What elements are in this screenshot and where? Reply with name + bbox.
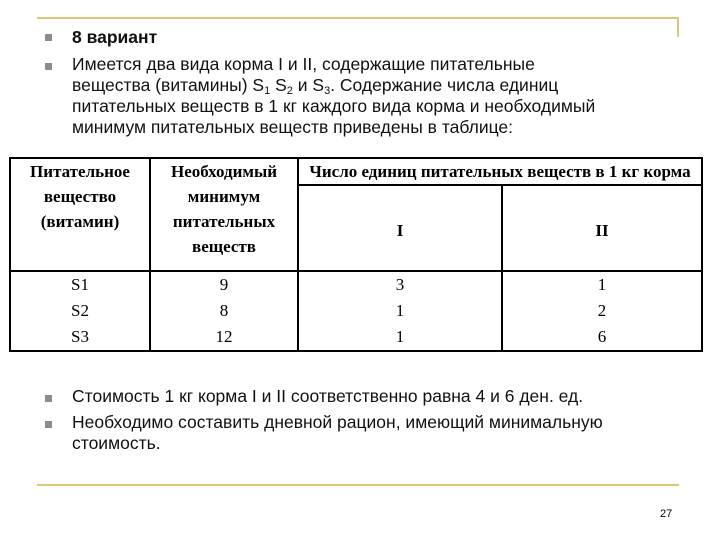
nutrient-cell: S2 (71, 301, 89, 320)
task-line-2: стоимость. (72, 433, 161, 453)
sub-header-feed-II: II (502, 185, 702, 271)
feed-II-cell: 1 (597, 275, 607, 294)
page-number: 27 (660, 508, 673, 520)
right-border-tick (677, 17, 679, 37)
col-header-minimum: Необходимый минимум питательных веществ (150, 158, 298, 271)
nutrient-table (9, 157, 703, 352)
bullet-icon (45, 63, 52, 70)
col-header-nutrient: Питательное вещество (витамин) (10, 158, 150, 271)
intro-paragraph (72, 54, 595, 138)
nutrient-cell: S3 (71, 327, 89, 346)
intro-line-1: Имеется два вида корма I и II, содержащие питательные (72, 54, 535, 74)
intro-line-3: питательных веществ в 1 кг каждого вида корма и необходимый (72, 96, 596, 116)
top-border-line (37, 17, 679, 19)
feed-I-cell: 1 (395, 327, 405, 346)
minimum-column (150, 271, 298, 351)
feed-II-cell: 6 (597, 327, 607, 346)
bullet-icon (45, 395, 52, 402)
nutrient-cell: S1 (71, 275, 89, 294)
feed-I-cell: 3 (395, 275, 405, 294)
nutrient-column (10, 271, 150, 351)
bullet-icon (45, 421, 52, 428)
task-line-1: Необходимо составить дневной рацион, имеющий минимальную (72, 412, 603, 432)
feed-II-column (502, 271, 702, 351)
col-header-feed-content: Число единиц питательных веществ в 1 кг корма (298, 158, 702, 185)
bottom-border-line (37, 484, 679, 486)
cost-line: Стоимость 1 кг корма I и II соответственно равна 4 и 6 ден. ед. (72, 386, 584, 406)
feed-I-cell: 1 (395, 301, 405, 320)
task-paragraph (72, 412, 603, 454)
feed-II-cell: 2 (597, 301, 607, 320)
intro-line-2: вещества (витамины) $S_1$ $S_2$ и $S_3$. Содержание числа единиц (72, 75, 559, 97)
bullet-icon (45, 34, 52, 41)
minimum-cell: 12 (215, 327, 233, 346)
intro-line-4: минимум питательных веществ приведены в таблице: (72, 117, 514, 137)
sub-header-feed-I: I (298, 185, 502, 271)
variant-title: 8 вариант (72, 27, 158, 47)
minimum-cell: 8 (219, 301, 229, 320)
feed-I-column (298, 271, 502, 351)
minimum-cell: 9 (219, 275, 229, 294)
